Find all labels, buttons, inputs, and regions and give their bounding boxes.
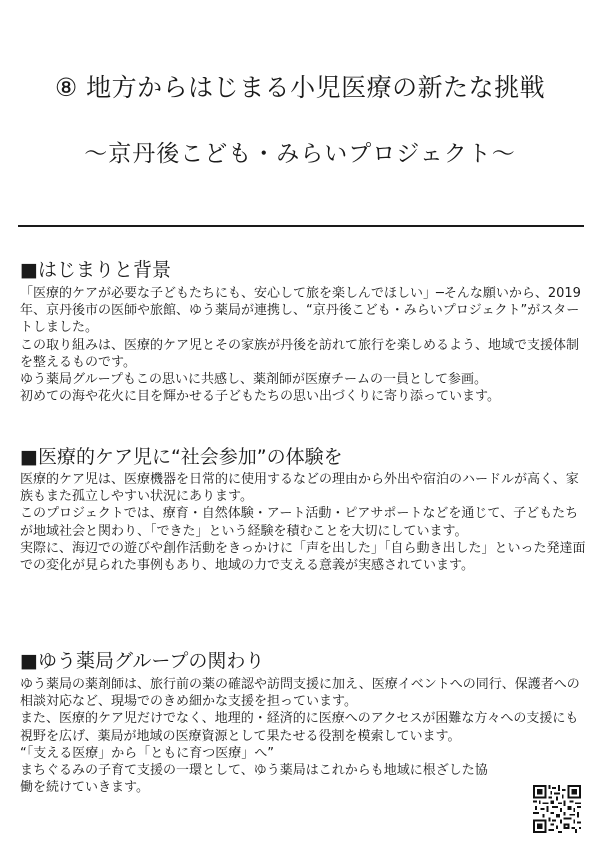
section-body-social-participation [20, 471, 590, 574]
paragraph: この取り組みは、医療的ケア児とその家族が丹後を訪れて旅行を楽しめるよう、地域で支援体制を整えるものです。 [20, 337, 580, 370]
paragraph: また、医療的ケア児だけでなく、地理的・経済的に医療へのアクセスが困難な方々への支援にも視野を広げ、薬局が地域の医療資源として果たせる役割を模索しています。 [20, 711, 579, 744]
paragraph: “「支える医療」から「ともに育つ医療」へ” [20, 745, 274, 761]
paragraph: 「医療的ケアが必要な子どもたちにも、安心して旅を楽しんでほしい」─そんな願いから、2019年、京丹後市の医師や旅館、ゆう薬局が連携し、“京丹後こども・みらいプロジェクト”がスタートしました。 [20, 286, 581, 336]
section-heading-social-participation: ■医療的ケア児に“社会参加”の体験を [20, 446, 343, 468]
paragraph: まちぐるみの子育て支援の一環として、ゆう薬局はこれからも地域に根ざした協働を続けていきます。 [20, 763, 488, 796]
page-title: ⑧ 地方からはじまる小児医療の新たな挑戦 [54, 73, 546, 102]
page-subtitle: ～京丹後こども・みらいプロジェクト～ [84, 141, 516, 167]
section-heading-background: ■はじまりと背景 [20, 259, 171, 281]
paragraph: ゆう薬局グループもこの思いに共感し、薬剤師が医療チームの一員として参画。 [20, 372, 487, 388]
paragraph: 医療的ケア児は、医療機器を日常的に使用するなどの理由から外出や宿泊のハードルが高く、家族もまた孤立しやすい状況にあります。 [20, 472, 579, 505]
paragraph: 初めての海や花火に目を輝かせる子どもたちの思い出づくりに寄り添っています。 [20, 389, 500, 405]
paragraph: このプロジェクトでは、療育・自然体験・アート活動・ピアサポートなどを通じて、子どもたちが地域社会と関わり、「できた」という経験を積むことを大切にしています。 [20, 506, 579, 539]
qr-code-icon[interactable] [533, 785, 581, 833]
paragraph: 実際に、海辺での遊びや創作活動をきっかけに「声を出した」「自ら動き出した」といった発達面での変化が見られた事例もあり、地域の力で支える意義が実感されています。 [20, 540, 586, 574]
section-heading-pharmacy-involvement: ■ゆう薬局グループの関わり [20, 650, 265, 672]
paragraph: ゆう薬局の薬剤師は、旅行前の薬の確認や訪問支援に加え、医療イベントへの同行、保護者への相談対応など、現場でのきめ細かな支援を担っています。 [20, 677, 580, 710]
section-body-pharmacy-involvement [20, 676, 590, 796]
section-body-background [20, 285, 590, 405]
title-divider [18, 225, 584, 227]
